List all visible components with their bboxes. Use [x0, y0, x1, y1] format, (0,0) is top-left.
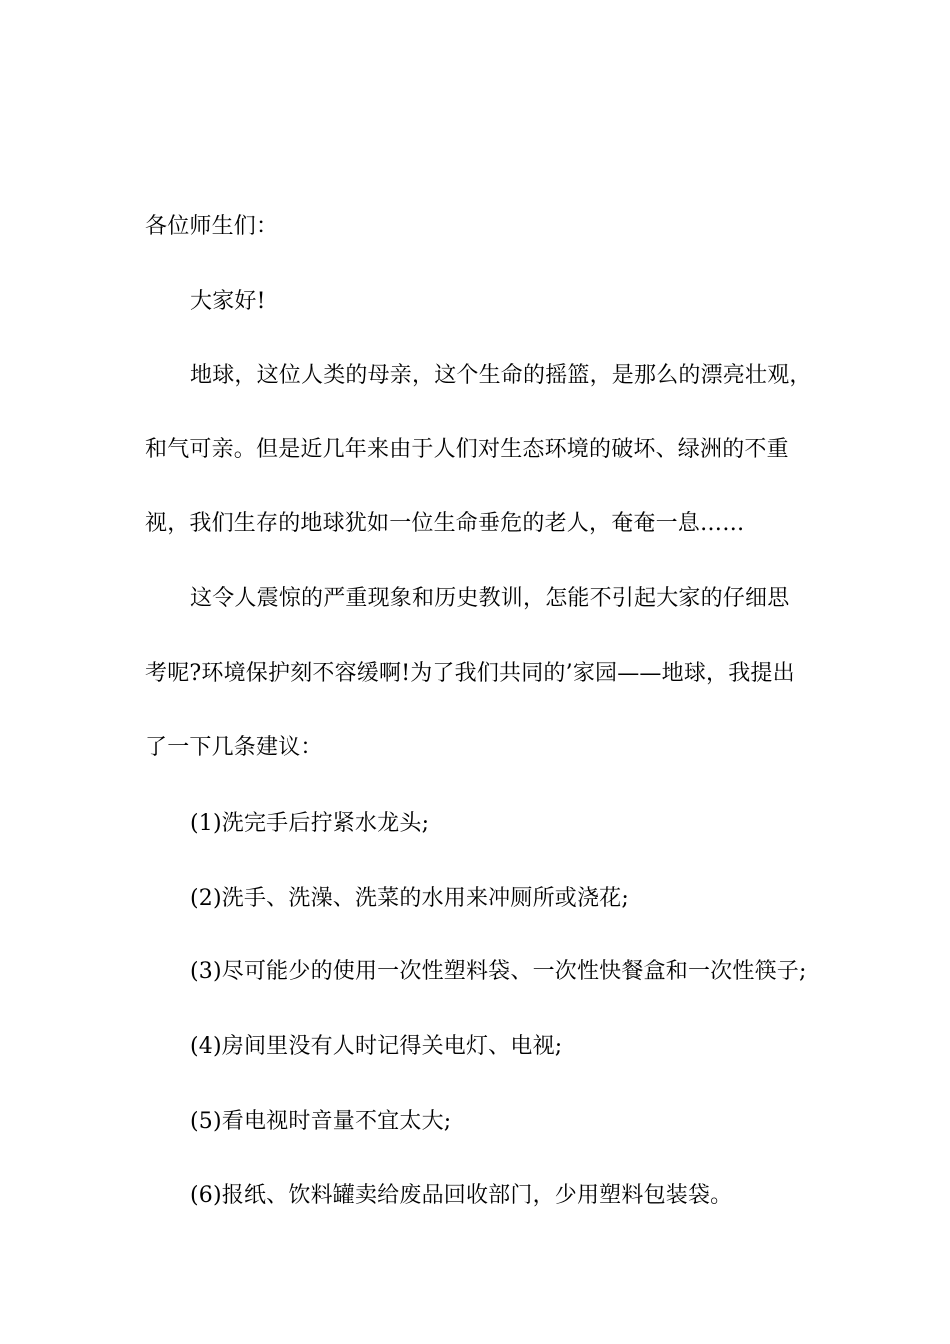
paragraph-1-line-1: 地球，这位人类的母亲，这个生命的摇篮，是那么的漂亮壮观，: [190, 363, 812, 388]
suggestion-item: (1)洗完手后拧紧水龙头;: [190, 811, 430, 836]
paragraph-2-line-3: 了一下几条建议：: [145, 735, 323, 760]
paragraph-1-line-3: 视，我们生存的地球犹如一位生命垂危的老人，奄奄一息……: [145, 511, 745, 536]
suggestion-item: (4)房间里没有人时记得关电灯、电视;: [190, 1034, 563, 1059]
suggestion-item: (6)报纸、饮料罐卖给废品回收部门，少用塑料包装袋。: [190, 1183, 733, 1208]
paragraph-2-line-2: 考呢?环境保护刻不容缓啊!为了我们共同的’家园——地球，我提出: [145, 661, 795, 686]
suggestion-item: (5)看电视时音量不宜太大;: [190, 1109, 452, 1134]
salutation: 各位师生们：: [145, 214, 279, 239]
suggestion-item: (2)洗手、洗澡、洗菜的水用来冲厕所或浇花;: [190, 886, 629, 911]
paragraph-2-line-1: 这令人震惊的严重现象和历史教训，怎能不引起大家的仔细思: [190, 586, 790, 611]
suggestion-item: (3)尽可能少的使用一次性塑料袋、一次性快餐盒和一次性筷子;: [190, 959, 807, 984]
paragraph-1-line-2: 和气可亲。但是近几年来由于人们对生态环境的破坏、绿洲的不重: [145, 437, 789, 462]
greeting: 大家好!: [190, 289, 266, 314]
